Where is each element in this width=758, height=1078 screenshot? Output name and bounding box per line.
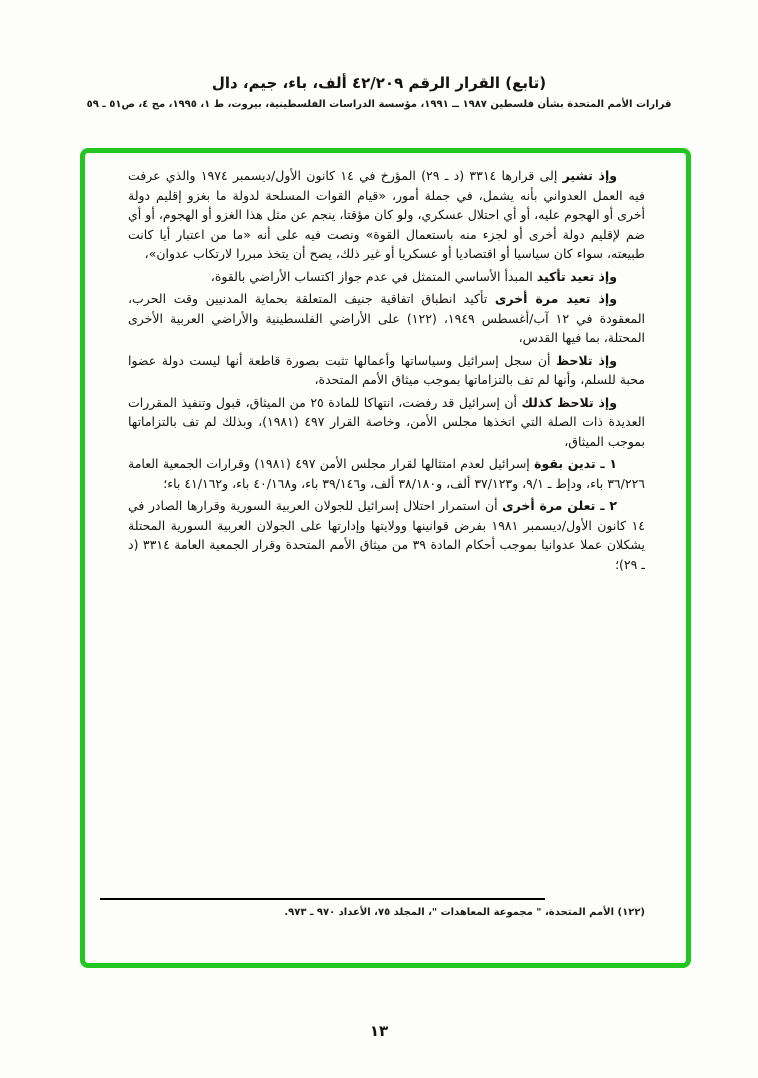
footnote-block: [100, 898, 645, 918]
footnote-text: (١٢٢) الأمم المتحدة، " مجموعة المعاهدات "، المجلد ٧٥، الأعداد ٩٧٠ ـ ٩٧٣.: [284, 907, 645, 918]
document-body: [128, 166, 645, 894]
paragraph-lead: وإذ تلاحظ: [556, 352, 617, 368]
paragraph: [128, 393, 645, 452]
paragraph-text: إسرائيل لعدم امتثالها لقرار مجلس الأمن ٤٩٧ (١٩٨١) وقرارات الجمعية العامة ٣٦/٢٢٦ باء، ودإط ـ ٩/١، و٣٧/١٢٣ ألف، و٣٨/١٨٠ ألف، و٣٩/١٤٦ باء، و٤٠/١٦٨ باء، و٤١/١٦٢ باء؛: [128, 456, 645, 491]
paragraph-text: المبدأ الأساسي المتمثل في عدم جواز اكتساب الأراضي بالقوة،: [210, 268, 533, 284]
paragraph-text: تأكيد انطباق اتفاقية جنيف المتعلقة بحماية المدنيين وقت الحرب، المعقودة في ١٢ آب/أغسطس ١٩٤٩، (١٢٢) على الأراضي الفلسطينية والأراضي العربية الأخرى المحتلة، بما فيها القدس،: [128, 291, 645, 345]
page-number: ١٣: [369, 1022, 389, 1040]
footnote-separator: [100, 898, 545, 900]
paragraph-lead: وإذ تعيد تأكيد: [536, 268, 617, 284]
paragraph-text: أن إسرائيل قد رفضت، انتهاكا للمادة ٢٥ من الميثاق، قبول وتنفيذ المقررات العديدة ذات الصلة التي اتخذها مجلس الأمن، وخاصة القرار ٤٩٧ (١٩٨١)، وبذلك لم تف بالتزاماتها بموجب الميثاق،: [128, 394, 645, 449]
paragraph-text: أن استمرار احتلال إسرائيل للجولان العربية السورية وقرارها الصادر في ١٤ كانون الأول/ديسمبر ١٩٨١ بفرض قوانينها وولايتها وإدارتها على الجولان العربية السورية المحتلة يشكلان عملا عدوانيا بموجب أحكام المادة ٣٩ من ميثاق الأمم المتحدة وقرار الجمعية العامة ٣٣١٤ (د ـ ٢٩)؛: [128, 498, 645, 572]
paragraph: [128, 496, 645, 574]
paragraph: [128, 267, 645, 287]
source-citation: قرارات الأمم المتحدة بشأن فلسطين ١٩٨٧ ــ ١٩٩١، مؤسسة الدراسات الفلسطينية، بيروت، ط ١، ١٩٩٥، مج ٤، ص٥١ ـ ٥٩: [86, 99, 672, 110]
resolution-title: (تابع) القرار الرقم ٤٢/٢٠٩ ألف، باء، جيم، دال: [211, 74, 547, 92]
paragraph-lead: ١ ـ تدين بقوة: [534, 456, 618, 471]
paragraph-text: أن سجل إسرائيل وسياساتها وأعمالها تثبت بصورة قاطعة أنها ليست دولة عضوا محبة للسلم، وأنها لم تف بالتزاماتها بموجب ميثاق الأمم المتحدة،: [128, 352, 645, 387]
paragraph-lead: وإذ تعيد مرة أخرى: [494, 291, 617, 306]
paragraph-lead: وإذ تلاحظ كذلك: [521, 394, 617, 410]
paragraph: [128, 454, 645, 493]
document-header: [0, 74, 758, 110]
paragraph: [128, 166, 645, 264]
paragraph: [128, 289, 645, 348]
paragraph: [128, 351, 645, 390]
paragraph-lead: ٢ ـ تعلن مرة أخرى: [502, 498, 617, 513]
paragraph-lead: وإذ تشير: [562, 168, 617, 183]
paragraph-text: إلى قرارها ٣٣١٤ (د ـ ٢٩) المؤرخ في ١٤ كانون الأول/ديسمبر ١٩٧٤ والذي عرفت فيه العمل العدواني بأنه يشمل، في جملة أمور، «قيام القوات المسلحة لدولة ما بغزو إقليم دولة أخرى أو الهجوم عليه، أو أي احتلال عسكري، ولو كان مؤقتا، ينجم عن مثل هذا الغزو أو الهجوم، أو أي ضم لإقليم دولة أخرى أو لجزء منه باستعمال القوة» ونصت فيه على أنه «ما من اعتبار أيا كانت طبيعته، سواء كان سياسيا أو اقتصاديا أو عسكريا أو غير ذلك، يصح أن يتخذ مبررا لارتكاب عدوان»،: [128, 168, 645, 261]
